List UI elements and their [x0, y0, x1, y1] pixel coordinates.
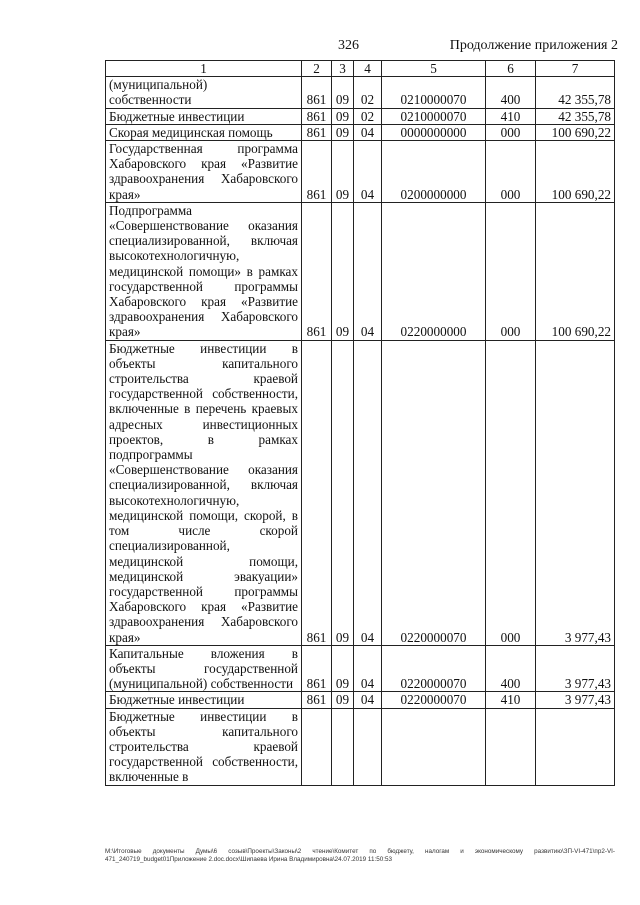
continuation-label: Продолжение приложения 2 [449, 38, 618, 53]
col-4-cell: 04 [354, 645, 382, 692]
col-3-cell: 09 [332, 202, 354, 340]
col-4-cell: 02 [354, 77, 382, 108]
amount-cell [536, 708, 615, 785]
col-4-cell: 04 [354, 340, 382, 645]
amount-cell: 3 977,43 [536, 340, 615, 645]
col-5-cell: 0220000070 [382, 340, 486, 645]
amount-cell: 3 977,43 [536, 645, 615, 692]
col-5-cell: 0000000000 [382, 124, 486, 140]
col-2-cell: 861 [302, 202, 332, 340]
col-3-cell [332, 708, 354, 785]
table-row [106, 202, 615, 340]
table-row [106, 108, 615, 124]
col-6-cell: 400 [486, 77, 536, 108]
row-name: Подпрограмма «Совершенствование оказания специализированной, включая высокотехнологичную, медицинской помощи» в рамках государственной программы Хабаровского края «Развитие здравоохранения Хабаровского края» [106, 202, 302, 340]
budget-table [105, 60, 615, 786]
col-4-cell: 02 [354, 108, 382, 124]
col-5-cell: 0220000070 [382, 645, 486, 692]
amount-cell: 100 690,22 [536, 202, 615, 340]
table-row [106, 645, 615, 692]
column-header: 5 [382, 61, 486, 77]
table-row [106, 77, 615, 108]
row-name: Капитальные вложения в объекты государственной (муниципальной) собственности [106, 645, 302, 692]
table-row [106, 124, 615, 140]
col-3-cell: 09 [332, 645, 354, 692]
col-6-cell: 000 [486, 202, 536, 340]
row-name: (муниципальной) собственности [106, 77, 302, 108]
col-2-cell: 861 [302, 645, 332, 692]
col-5-cell: 0200000000 [382, 141, 486, 203]
col-6-cell: 410 [486, 692, 536, 708]
col-6-cell: 400 [486, 645, 536, 692]
col-3-cell: 09 [332, 692, 354, 708]
amount-cell: 100 690,22 [536, 124, 615, 140]
amount-cell: 42 355,78 [536, 77, 615, 108]
col-6-cell: 000 [486, 340, 536, 645]
col-2-cell: 861 [302, 340, 332, 645]
table-row [106, 340, 615, 645]
col-6-cell: 000 [486, 141, 536, 203]
page-number: 326 [338, 38, 359, 53]
col-4-cell [354, 708, 382, 785]
column-header: 3 [332, 61, 354, 77]
col-2-cell [302, 708, 332, 785]
row-name: Бюджетные инвестиции в объекты капитального строительства краевой государственной собственности, включенные в перечень краевых адресных инвестиционных проектов, в рамках подпрограммы «Совершенствование оказания специализированной, включая высокотехнологичную, медицинской помощи, скорой, в том числе скорой специализированной, медицинской помощи, медицинской эвакуации» государственной программы Хабаровского края «Развитие здравоохранения Хабаровского края» [106, 340, 302, 645]
amount-cell: 42 355,78 [536, 108, 615, 124]
col-5-cell: 0220000000 [382, 202, 486, 340]
amount-cell: 100 690,22 [536, 141, 615, 203]
col-3-cell: 09 [332, 141, 354, 203]
row-name: Бюджетные инвестиции [106, 108, 302, 124]
column-header: 4 [354, 61, 382, 77]
col-2-cell: 861 [302, 108, 332, 124]
table-row [106, 692, 615, 708]
col-6-cell [486, 708, 536, 785]
col-3-cell: 09 [332, 108, 354, 124]
row-name: Бюджетные инвестиции в объекты капитального строительства краевой государственной собственности, включенные в [106, 708, 302, 785]
col-6-cell: 410 [486, 108, 536, 124]
col-5-cell: 0220000070 [382, 692, 486, 708]
table-row [106, 141, 615, 203]
col-2-cell: 861 [302, 77, 332, 108]
col-2-cell: 861 [302, 124, 332, 140]
col-5-cell: 0210000070 [382, 77, 486, 108]
amount-cell: 3 977,43 [536, 692, 615, 708]
col-4-cell: 04 [354, 141, 382, 203]
row-name: Скорая медицинская помощь [106, 124, 302, 140]
col-4-cell: 04 [354, 692, 382, 708]
col-6-cell: 000 [486, 124, 536, 140]
col-3-cell: 09 [332, 77, 354, 108]
file-path-footer: M:\Итоговые документы Думы\6 созыв\Проекты\Законы\2 чтение\Комитет по бюджету, налогам и экономическому развитию\ЗП-VI-471\пр2-VI-471_240719_budget01Приложение 2.doc.docx\Шипаева Ирина Владимировна\24.07.2019 11:50:53 [105, 848, 615, 863]
col-2-cell: 861 [302, 692, 332, 708]
col-2-cell: 861 [302, 141, 332, 203]
col-4-cell: 04 [354, 202, 382, 340]
col-3-cell: 09 [332, 340, 354, 645]
column-header: 1 [106, 61, 302, 77]
column-header: 2 [302, 61, 332, 77]
column-number-row [106, 61, 615, 77]
col-3-cell: 09 [332, 124, 354, 140]
row-name: Государственная программа Хабаровского края «Развитие здравоохранения Хабаровского края» [106, 141, 302, 203]
row-name: Бюджетные инвестиции [106, 692, 302, 708]
col-5-cell: 0210000070 [382, 108, 486, 124]
column-header: 6 [486, 61, 536, 77]
column-header: 7 [536, 61, 615, 77]
col-4-cell: 04 [354, 124, 382, 140]
col-5-cell [382, 708, 486, 785]
table-row [106, 708, 615, 785]
